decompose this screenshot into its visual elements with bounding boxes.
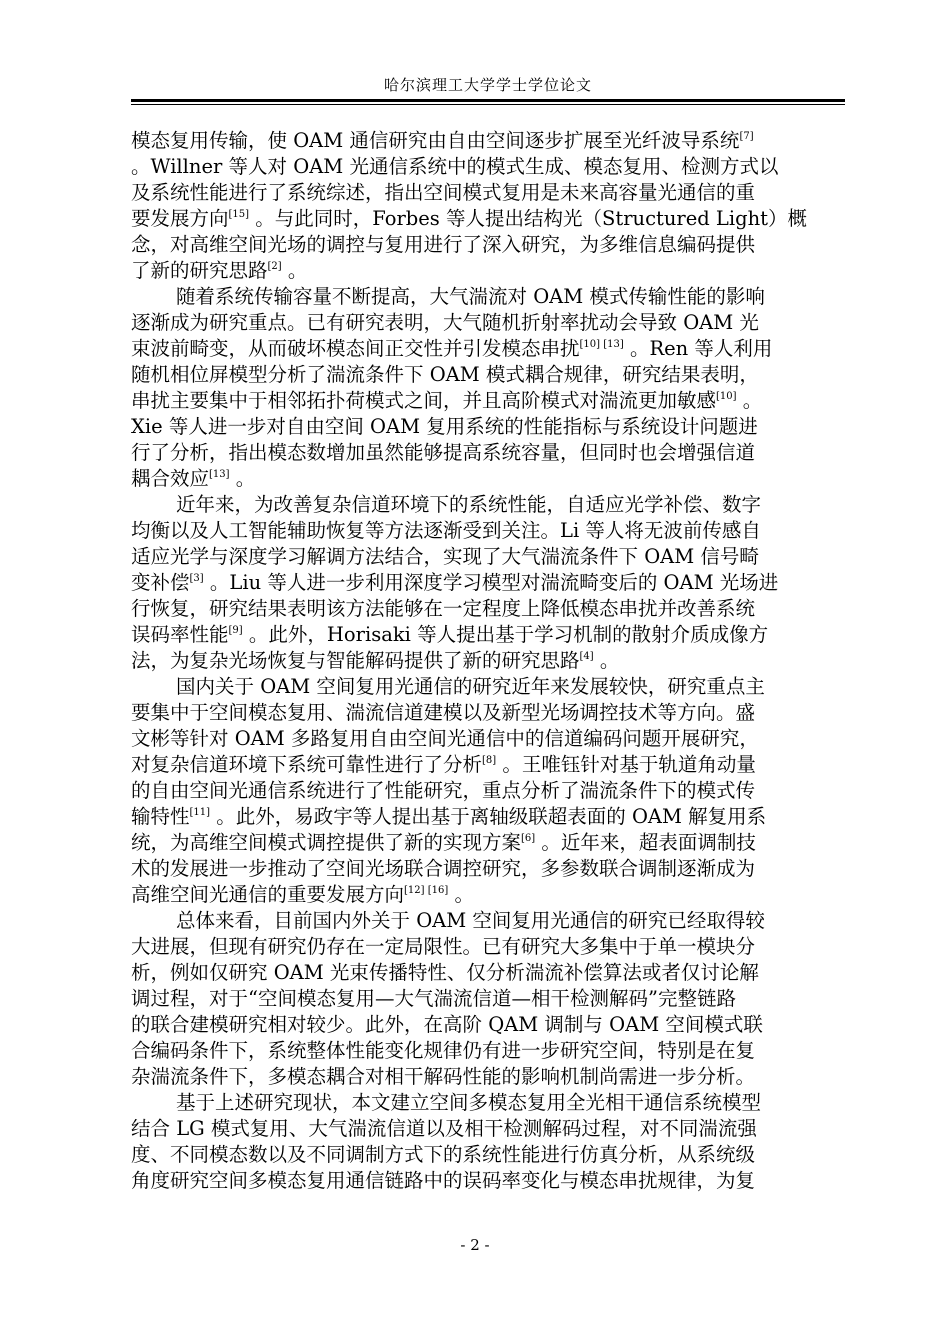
text-line [131,492,845,518]
text-line [131,856,845,882]
text-segment: 基于上述研究现状，本文建立空间多模态复用全光相干通信系统模型 [176,1091,762,1114]
citation-reference: [10] [716,391,737,402]
text-line [131,752,845,778]
citation-reference: [2] [267,261,282,272]
text-segment: 近年来，为改善复杂信道环境下的系统性能，自适应光学补偿、数字 [176,493,762,516]
citation-reference: [10] [13] [579,339,624,350]
text-segment: 模态复用传输，使 OAM 通信研究由自由空间逐步扩展至光纤波导系统 [131,129,740,152]
text-line [131,154,845,180]
text-line [131,336,845,362]
text-line [131,544,845,570]
text-line [131,310,845,336]
text-segment: Xie 等人进一步对自由空间 OAM 复用系统的性能指标与系统设计问题进 [131,415,758,438]
text-segment: 。近年来，超表面调制技 [535,831,756,854]
text-segment: 要集中于空间模态复用、湍流信道建模以及新型光场调控技术等方向。盛 [131,701,756,724]
citation-reference: [3] [189,573,204,584]
text-segment: 了新的研究思路 [131,259,268,282]
text-line [131,804,845,830]
text-segment: 随着系统传输容量不断提高，大气湍流对 OAM 模式传输性能的影响 [176,285,765,308]
text-segment: 耦合效应 [131,467,210,490]
text-line [131,258,845,284]
text-line [131,648,845,674]
text-segment: 。王唯钰针对基于轨道角动量 [496,753,756,776]
text-line [131,622,845,648]
text-segment: 随机相位屏模型分析了湍流条件下 OAM 模式耦合规律，研究结果表明， [131,363,759,386]
text-segment: 念，对高维空间光场的调控与复用进行了深入研究，为多维信息编码提供 [131,233,756,256]
text-segment: 大进展，但现有研究仍存在一定局限性。已有研究大多集中于单一模块分 [131,935,756,958]
text-line [131,908,845,934]
text-line [131,1142,845,1168]
text-segment: 。此外，易政宇等人提出基于离轴级联超表面的 OAM 解复用系 [210,805,767,828]
text-line [131,206,845,232]
header-rule-thin [131,104,845,105]
text-segment: 总体来看，目前国内外关于 OAM 空间复用光通信的研究已经取得较 [176,909,765,932]
text-line [131,128,845,154]
citation-reference: [7] [739,131,754,142]
text-segment: 结合 LG 模式复用、大气湍流信道以及相干检测解码过程，对不同湍流强 [131,1117,757,1140]
text-segment: 束波前畸变，从而破坏模态间正交性并引发模态串扰 [131,337,580,360]
text-segment: 国内关于 OAM 空间复用光通信的研究近年来发展较快，研究重点主 [176,675,765,698]
text-line [131,674,845,700]
text-segment: 输特性 [131,805,190,828]
text-segment: 文彬等针对 OAM 多路复用自由空间光通信中的信道编码问题开展研究， [131,727,759,750]
text-segment: 。 [229,467,256,490]
page-number: - 2 - [460,1236,490,1254]
text-line [131,440,845,466]
citation-reference: [8] [482,755,497,766]
text-segment: 对复杂信道环境下系统可靠性进行了分析 [131,753,483,776]
text-line [131,518,845,544]
text-segment: 统，为高维空间模式调控提供了新的实现方案 [131,831,522,854]
text-segment: 合编码条件下，系统整体性能变化规律仍有进一步研究空间，特别是在复 [131,1039,756,1062]
citation-reference: [9] [228,625,243,636]
citation-reference: [4] [579,651,594,662]
text-line [131,830,845,856]
text-segment: 角度研究空间多模态复用通信链路中的误码率变化与模态串扰规律，为复 [131,1169,756,1192]
citation-reference: [11] [189,807,211,818]
text-segment: 。 [281,259,308,282]
text-segment: 行恢复，研究结果表明该方法能够在一定程度上降低模态串扰并改善系统 [131,597,756,620]
text-line [131,1064,845,1090]
text-segment: 逐渐成为研究重点。已有研究表明，大气随机折射率扰动会导致 OAM 光 [131,311,759,334]
text-segment: 度、不同模态数以及不同调制方式下的系统性能进行仿真分析，从系统级 [131,1143,756,1166]
text-line [131,596,845,622]
text-segment: 术的发展进一步推动了空间光场联合调控研究，多参数联合调制逐渐成为 [131,857,756,880]
text-line [131,1090,845,1116]
text-segment: 要发展方向 [131,207,229,230]
text-segment: 。 [448,883,474,906]
text-segment: 高维空间光通信的重要发展方向 [131,883,405,906]
text-segment: 析，例如仅研究 OAM 光束传播特性、仅分析湍流补偿算法或者仅讨论解 [131,961,759,984]
text-line [131,934,845,960]
text-line [131,986,845,1012]
body-text [131,128,845,1194]
text-segment: 。Willner 等人对 OAM 光通信系统中的模式生成、模态复用、检测方式以 [131,155,779,178]
text-line [131,388,845,414]
citation-reference: [15] [228,209,250,220]
text-segment: 误码率性能 [131,623,229,646]
text-line [131,1116,845,1142]
citation-reference: [6] [521,833,536,844]
text-segment: 的自由空间光通信系统进行了性能研究，重点分析了湍流条件下的模式传 [131,779,756,802]
text-line [131,1038,845,1064]
text-segment: 。与此同时，Forbes 等人提出结构光（Structured Light）概 [249,207,807,230]
text-segment: 适应光学与深度学习解调方法结合，实现了大气湍流条件下 OAM 信号畸 [131,545,759,568]
running-header: 哈尔滨理工大学学士学位论文 [383,76,592,94]
text-line [131,778,845,804]
text-line [131,180,845,206]
text-segment: 变补偿 [131,571,190,594]
text-segment: 。 [736,389,763,412]
text-line [131,570,845,596]
text-segment: 调过程，对于“空间模态复用—大气湍流信道—相干检测解码”完整链路 [131,987,736,1010]
text-line [131,726,845,752]
text-line [131,414,845,440]
text-segment: 。Ren 等人利用 [623,337,773,360]
text-line [131,284,845,310]
text-segment: 。 [593,649,620,672]
text-line [131,700,845,726]
citation-reference: [12] [16] [404,885,449,896]
text-line [131,232,845,258]
text-segment: 均衡以及人工智能辅助恢复等方法逐渐受到关注。Li 等人将无波前传感自 [131,519,761,542]
text-segment: 。此外，Horisaki 等人提出基于学习机制的散射介质成像方 [242,623,769,646]
text-segment: 杂湍流条件下，多模态耦合对相干解码性能的影响机制尚需进一步分析。 [131,1065,756,1088]
text-segment: 。Liu 等人进一步利用深度学习模型对湍流畸变后的 OAM 光场进 [203,571,779,594]
text-line [131,960,845,986]
text-line [131,362,845,388]
citation-reference: [13] [209,469,230,480]
header-rule-thick [131,99,845,102]
text-segment: 行了分析，指出模态数增加虽然能够提高系统容量，但同时也会增强信道 [131,441,756,464]
text-segment: 的联合建模研究相对较少。此外，在高阶 QAM 调制与 OAM 空间模式联 [131,1013,763,1036]
text-line [131,466,845,492]
text-segment: 及系统性能进行了系统综述，指出空间模式复用是未来高容量光通信的重 [131,181,756,204]
text-line [131,1168,845,1194]
text-segment: 串扰主要集中于相邻拓扑荷模式之间，并且高阶模式对湍流更加敏感 [131,389,717,412]
text-line [131,1012,845,1038]
text-segment: 法，为复杂光场恢复与智能解码提供了新的研究思路 [131,649,580,672]
text-line [131,882,845,908]
